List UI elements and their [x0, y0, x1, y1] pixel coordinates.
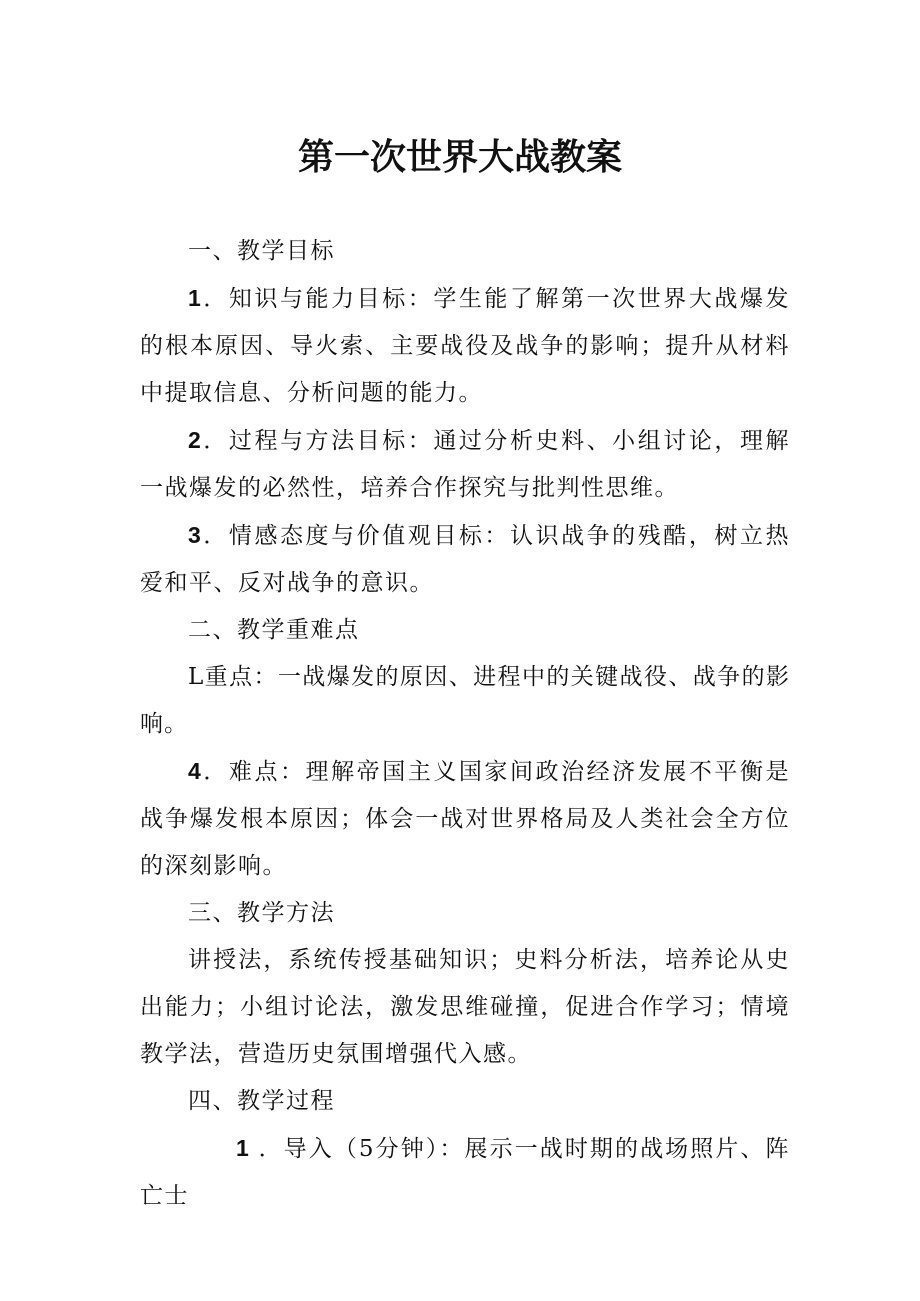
item-text: ．导入（5分钟）：展示一战时期的战场照片、阵亡士: [140, 1136, 790, 1209]
objective-process: [140, 417, 790, 512]
process-intro: [140, 1125, 790, 1220]
section-heading-methods: 三、教学方法: [188, 900, 335, 926]
item-number: 3: [188, 522, 203, 548]
key-point: L重点：一战爆发的原因、进程中的关键战役、战争的影响。: [140, 664, 790, 737]
difficult-point: [140, 748, 790, 890]
objective-values: [140, 512, 790, 607]
section-heading-objectives: 一、教学目标: [188, 238, 335, 264]
objective-knowledge: [140, 275, 790, 417]
section-heading-process: 四、教学过程: [188, 1088, 335, 1114]
item-number: 1: [188, 285, 203, 311]
section-heading-key-points: 二、教学重难点: [188, 617, 360, 643]
item-text: ．知识与能力目标：学生能了解第一次世界大战爆发的根本原因、导火索、主要战役及战争的影响；提升从材料中提取信息、分析问题的能力。: [140, 286, 790, 406]
item-number: 2: [188, 427, 203, 453]
item-text: ．情感态度与价值观目标：认识战争的残酷，树立热爱和平、反对战争的意识。: [140, 523, 790, 596]
item-number: 1: [236, 1135, 251, 1161]
methods-text: 讲授法，系统传授基础知识；史料分析法，培养论从史出能力；小组讨论法，激发思维碰撞，促进合作学习；情境教学法，营造历史氛围增强代入感。: [140, 947, 790, 1067]
document-title: 第一次世界大战教案: [297, 137, 622, 178]
document-body: [140, 228, 790, 1220]
item-number: 4: [188, 758, 203, 784]
item-text: ．过程与方法目标：通过分析史料、小组讨论，理解一战爆发的必然性，培养合作探究与批判性思维。: [140, 428, 790, 501]
item-text: ．难点：理解帝国主义国家间政治经济发展不平衡是战争爆发根本原因；体会一战对世界格局及人类社会全方位的深刻影响。: [140, 759, 790, 879]
